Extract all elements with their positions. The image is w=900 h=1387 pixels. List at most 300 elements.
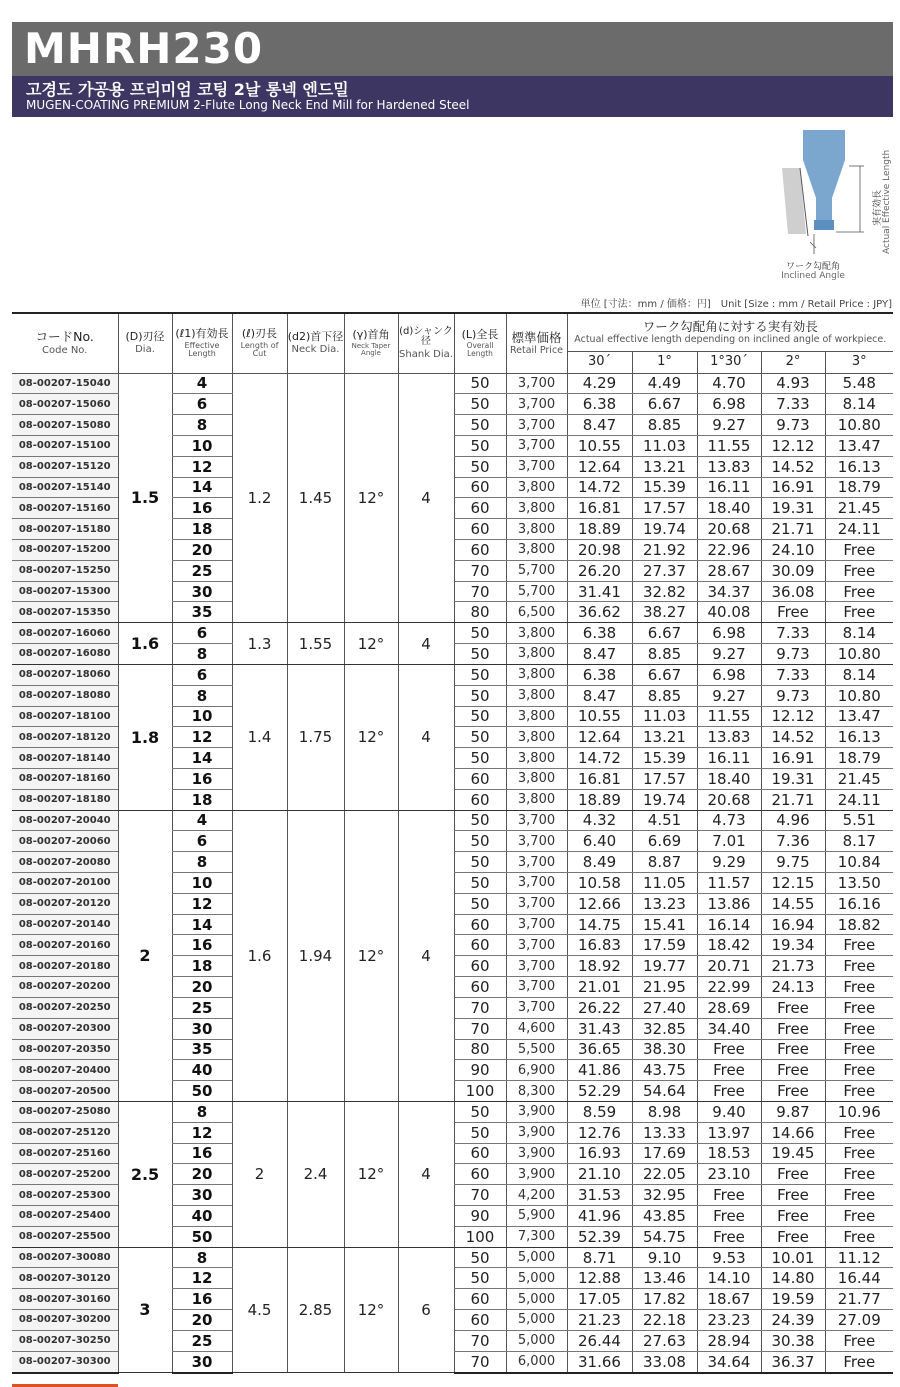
effective-length-at-angle-cell: 54.64	[632, 1081, 697, 1102]
effective-length-at-angle-cell: Free	[825, 1185, 893, 1206]
effective-length-at-angle-cell: 24.39	[761, 1310, 825, 1331]
effective-length-cell: 10	[172, 873, 232, 894]
overall-length-cell: 70	[454, 560, 506, 581]
effective-length-at-angle-cell: 9.73	[761, 644, 825, 665]
effective-length-at-angle-cell: 8.85	[632, 644, 697, 665]
effective-length-at-angle-cell: 16.94	[761, 914, 825, 935]
neck-dia-cell: 2.4	[287, 1101, 344, 1247]
effective-length-at-angle-cell: 19.59	[761, 1289, 825, 1310]
dia-cell: 3	[118, 1247, 172, 1372]
col-code: コードNo. Code No.	[12, 313, 118, 373]
effective-length-at-angle-cell: 9.73	[761, 415, 825, 436]
effective-length-at-angle-cell: 10.55	[567, 435, 632, 456]
effective-length-at-angle-cell: Free	[761, 997, 825, 1018]
effective-length-at-angle-cell: 12.12	[761, 435, 825, 456]
price-cell: 3,900	[506, 1122, 567, 1143]
overall-length-cell: 50	[454, 623, 506, 644]
effective-length-cell: 16	[172, 1143, 232, 1164]
code-cell: 08-00207-30120	[12, 1268, 118, 1289]
overall-length-cell: 60	[454, 914, 506, 935]
overall-length-cell: 50	[454, 831, 506, 852]
overall-length-cell: 80	[454, 602, 506, 623]
code-cell: 08-00207-20250	[12, 997, 118, 1018]
price-cell: 3,800	[506, 664, 567, 685]
effective-length-cell: 16	[172, 935, 232, 956]
effective-length-cell: 40	[172, 1060, 232, 1081]
effective-length-at-angle-cell: 32.95	[632, 1185, 697, 1206]
effective-length-at-angle-cell: 24.11	[825, 789, 893, 810]
overall-length-cell: 50	[454, 852, 506, 873]
code-cell: 08-00207-20060	[12, 831, 118, 852]
price-cell: 3,800	[506, 498, 567, 519]
overall-length-cell: 50	[454, 873, 506, 894]
effective-length-cell: 30	[172, 1351, 232, 1372]
code-cell: 08-00207-25160	[12, 1143, 118, 1164]
effective-length-at-angle-cell: 6.38	[567, 394, 632, 415]
effective-length-at-angle-cell: Free	[697, 1060, 761, 1081]
effective-length-at-angle-cell: 6.38	[567, 623, 632, 644]
effective-length-at-angle-cell: Free	[697, 1206, 761, 1227]
effective-length-at-angle-cell: Free	[825, 1226, 893, 1247]
dia-cell: 1.6	[118, 623, 172, 665]
taper-angle-cell: 12°	[344, 1247, 398, 1372]
effective-length-at-angle-cell: Free	[825, 560, 893, 581]
effective-length-cell: 18	[172, 789, 232, 810]
effective-length-at-angle-cell: 10.01	[761, 1247, 825, 1268]
overall-length-cell: 50	[454, 810, 506, 831]
col-neck-taper: (γ)首角 Neck Taper Angle	[344, 313, 398, 373]
effective-length-at-angle-cell: 22.96	[697, 540, 761, 561]
effective-length-at-angle-cell: 4.51	[632, 810, 697, 831]
overall-length-cell: 50	[454, 415, 506, 436]
overall-length-cell: 50	[454, 664, 506, 685]
overall-length-cell: 50	[454, 644, 506, 665]
effective-length-at-angle-cell: 14.55	[761, 893, 825, 914]
effective-length-at-angle-cell: 17.57	[632, 498, 697, 519]
effective-length-at-angle-cell: 4.96	[761, 810, 825, 831]
taper-angle-cell: 12°	[344, 664, 398, 810]
effective-length-at-angle-cell: 8.47	[567, 415, 632, 436]
effective-length-at-angle-cell: 12.15	[761, 873, 825, 894]
effective-length-at-angle-cell: 54.75	[632, 1226, 697, 1247]
effective-length-cell: 6	[172, 623, 232, 644]
effective-length-at-angle-cell: 18.53	[697, 1143, 761, 1164]
effective-length-at-angle-cell: 14.72	[567, 748, 632, 769]
effective-length-at-angle-cell: Free	[761, 1039, 825, 1060]
overall-length-cell: 60	[454, 768, 506, 789]
model-bar	[12, 22, 893, 76]
effective-length-at-angle-cell: Free	[825, 1351, 893, 1372]
effective-length-at-angle-cell: 20.98	[567, 540, 632, 561]
effective-length-at-angle-cell: 6.67	[632, 664, 697, 685]
effective-length-at-angle-cell: 32.85	[632, 1018, 697, 1039]
effective-length-at-angle-cell: 19.77	[632, 956, 697, 977]
effective-length-at-angle-cell: 13.97	[697, 1122, 761, 1143]
overall-length-cell: 50	[454, 373, 506, 394]
effective-length-at-angle-cell: 8.47	[567, 644, 632, 665]
effective-length-cell: 25	[172, 560, 232, 581]
effective-length-at-angle-cell: 10.58	[567, 873, 632, 894]
effective-length-at-angle-cell: 52.39	[567, 1226, 632, 1247]
effective-length-at-angle-cell: 13.21	[632, 727, 697, 748]
code-cell: 08-00207-18060	[12, 664, 118, 685]
effective-length-at-angle-cell: 27.37	[632, 560, 697, 581]
effective-length-at-angle-cell: Free	[825, 540, 893, 561]
effective-length-at-angle-cell: 27.63	[632, 1330, 697, 1351]
code-cell: 08-00207-25200	[12, 1164, 118, 1185]
effective-length-at-angle-cell: 18.89	[567, 789, 632, 810]
effective-length-at-angle-cell: 26.22	[567, 997, 632, 1018]
effective-length-at-angle-cell: 10.84	[825, 852, 893, 873]
effective-length-at-angle-cell: 17.05	[567, 1289, 632, 1310]
effective-length-at-angle-cell: 4.29	[567, 373, 632, 394]
price-cell: 3,800	[506, 685, 567, 706]
effective-length-cell: 50	[172, 1226, 232, 1247]
price-cell: 3,700	[506, 456, 567, 477]
effective-length-at-angle-cell: 16.14	[697, 914, 761, 935]
effective-length-at-angle-cell: 13.33	[632, 1122, 697, 1143]
price-cell: 3,800	[506, 540, 567, 561]
shank-dia-cell: 4	[398, 623, 454, 665]
effective-length-cell: 6	[172, 394, 232, 415]
effective-length-at-angle-cell: Free	[825, 1122, 893, 1143]
table-row	[12, 810, 893, 831]
effective-length-cell: 14	[172, 477, 232, 498]
effective-length-at-angle-cell: Free	[697, 1226, 761, 1247]
effective-length-at-angle-cell: 11.57	[697, 873, 761, 894]
effective-length-at-angle-cell: 21.71	[761, 789, 825, 810]
effective-length-at-angle-cell: 9.87	[761, 1101, 825, 1122]
effective-length-cell: 12	[172, 1268, 232, 1289]
effective-length-cell: 16	[172, 1289, 232, 1310]
price-cell: 3,700	[506, 893, 567, 914]
code-cell: 08-00207-20500	[12, 1081, 118, 1102]
inclined-angle-label-jp: ワーク勾配角	[785, 262, 840, 272]
dia-cell: 2	[118, 810, 172, 1101]
effective-length-at-angle-cell: 4.93	[761, 373, 825, 394]
overall-length-cell: 50	[454, 1101, 506, 1122]
effective-length-at-angle-cell: 26.20	[567, 560, 632, 581]
neck-dia-cell: 1.94	[287, 810, 344, 1101]
effective-length-at-angle-cell: Free	[697, 1039, 761, 1060]
effective-length-at-angle-cell: 18.82	[825, 914, 893, 935]
effective-length-at-angle-cell: 4.49	[632, 373, 697, 394]
shank-dia-cell: 4	[398, 1101, 454, 1247]
shank-dia-cell: 4	[398, 810, 454, 1101]
length-of-cut-cell: 1.2	[232, 373, 287, 623]
effective-length-at-angle-cell: 9.75	[761, 852, 825, 873]
price-cell: 4,600	[506, 1018, 567, 1039]
overall-length-cell: 50	[454, 435, 506, 456]
effective-length-at-angle-cell: 8.47	[567, 685, 632, 706]
code-cell: 08-00207-25400	[12, 1206, 118, 1227]
price-cell: 6,500	[506, 602, 567, 623]
price-cell: 6,000	[506, 1351, 567, 1372]
overall-length-cell: 60	[454, 1289, 506, 1310]
price-cell: 5,000	[506, 1330, 567, 1351]
code-cell: 08-00207-15250	[12, 560, 118, 581]
effective-length-at-angle-cell: 21.23	[567, 1310, 632, 1331]
code-cell: 08-00207-18160	[12, 768, 118, 789]
effective-length-at-angle-cell: Free	[825, 997, 893, 1018]
effective-length-cell: 30	[172, 581, 232, 602]
price-cell: 3,700	[506, 956, 567, 977]
effective-length-cell: 35	[172, 602, 232, 623]
effective-length-cell: 6	[172, 664, 232, 685]
effective-length-at-angle-cell: 11.12	[825, 1247, 893, 1268]
effective-length-at-angle-cell: 36.65	[567, 1039, 632, 1060]
effective-length-at-angle-cell: 22.18	[632, 1310, 697, 1331]
effective-length-at-angle-cell: Free	[761, 1206, 825, 1227]
dia-cell: 1.8	[118, 664, 172, 810]
effective-length-cell: 12	[172, 727, 232, 748]
effective-length-at-angle-cell: 12.64	[567, 456, 632, 477]
effective-length-at-angle-cell: 14.52	[761, 727, 825, 748]
effective-length-at-angle-cell: 16.83	[567, 935, 632, 956]
effective-length-at-angle-cell: 32.82	[632, 581, 697, 602]
effective-length-at-angle-cell: Free	[761, 1018, 825, 1039]
effective-length-at-angle-cell: 8.14	[825, 623, 893, 644]
effective-length-at-angle-cell: 11.55	[697, 435, 761, 456]
effective-length-at-angle-cell: 8.98	[632, 1101, 697, 1122]
overall-length-cell: 70	[454, 1018, 506, 1039]
price-cell: 3,800	[506, 727, 567, 748]
effective-length-cell: 6	[172, 831, 232, 852]
effective-length-at-angle-cell: 9.10	[632, 1247, 697, 1268]
col-angle-30min: 30´	[567, 351, 632, 373]
effective-length-cell: 16	[172, 498, 232, 519]
neck-dia-cell: 2.85	[287, 1247, 344, 1372]
effective-length-cell: 18	[172, 519, 232, 540]
effective-length-at-angle-cell: 17.69	[632, 1143, 697, 1164]
effective-length-at-angle-cell: 34.64	[697, 1351, 761, 1372]
price-cell: 7,300	[506, 1226, 567, 1247]
code-cell: 08-00207-18080	[12, 685, 118, 706]
effective-length-at-angle-cell: 4.32	[567, 810, 632, 831]
taper-angle-cell: 12°	[344, 623, 398, 665]
price-cell: 3,700	[506, 997, 567, 1018]
code-cell: 08-00207-25300	[12, 1185, 118, 1206]
code-cell: 08-00207-18180	[12, 789, 118, 810]
overall-length-cell: 60	[454, 789, 506, 810]
effective-length-at-angle-cell: Free	[825, 1060, 893, 1081]
price-cell: 3,900	[506, 1164, 567, 1185]
price-cell: 5,700	[506, 560, 567, 581]
effective-length-at-angle-cell: 14.72	[567, 477, 632, 498]
price-cell: 3,700	[506, 873, 567, 894]
effective-length-at-angle-cell: 6.67	[632, 394, 697, 415]
overall-length-cell: 60	[454, 519, 506, 540]
overall-length-cell: 50	[454, 748, 506, 769]
effective-length-cell: 40	[172, 1206, 232, 1227]
effective-length-at-angle-cell: 6.98	[697, 394, 761, 415]
effective-length-at-angle-cell: 6.98	[697, 664, 761, 685]
overall-length-cell: 50	[454, 456, 506, 477]
effective-length-at-angle-cell: 10.80	[825, 415, 893, 436]
overall-length-cell: 100	[454, 1081, 506, 1102]
effective-length-at-angle-cell: Free	[825, 1143, 893, 1164]
overall-length-cell: 60	[454, 540, 506, 561]
effective-length-at-angle-cell: 9.40	[697, 1101, 761, 1122]
code-cell: 08-00207-20200	[12, 977, 118, 998]
price-cell: 3,700	[506, 831, 567, 852]
price-cell: 3,700	[506, 394, 567, 415]
effective-length-at-angle-cell: 5.48	[825, 373, 893, 394]
overall-length-cell: 80	[454, 1039, 506, 1060]
effective-length-at-angle-cell: 18.89	[567, 519, 632, 540]
price-cell: 3,700	[506, 373, 567, 394]
overall-length-cell: 50	[454, 706, 506, 727]
unit-note: 単位 [寸法：mm / 価格：円] Unit [Size : mm / Retail Price : JPY]	[580, 299, 892, 310]
effective-length-at-angle-cell: 28.69	[697, 997, 761, 1018]
effective-length-at-angle-cell: Free	[825, 1164, 893, 1185]
effective-length-at-angle-cell: 26.44	[567, 1330, 632, 1351]
price-cell: 5,500	[506, 1039, 567, 1060]
price-cell: 3,700	[506, 977, 567, 998]
effective-length-at-angle-cell: 8.14	[825, 664, 893, 685]
effective-length-at-angle-cell: 16.44	[825, 1268, 893, 1289]
effective-length-at-angle-cell: 20.71	[697, 956, 761, 977]
code-cell: 08-00207-20350	[12, 1039, 118, 1060]
price-cell: 3,800	[506, 748, 567, 769]
dia-cell: 1.5	[118, 373, 172, 623]
length-of-cut-cell: 1.4	[232, 664, 287, 810]
table-row	[12, 664, 893, 685]
effective-length-at-angle-cell: 36.08	[761, 581, 825, 602]
effective-length-at-angle-cell: 9.27	[697, 644, 761, 665]
effective-length-at-angle-cell: 7.33	[761, 394, 825, 415]
effective-length-label-en: Actual Effective Length	[882, 149, 892, 254]
overall-length-cell: 90	[454, 1060, 506, 1081]
neck-dia-cell: 1.45	[287, 373, 344, 623]
effective-length-at-angle-cell: 40.08	[697, 602, 761, 623]
effective-length-at-angle-cell: 30.38	[761, 1330, 825, 1351]
effective-length-cell: 12	[172, 893, 232, 914]
overall-length-cell: 60	[454, 956, 506, 977]
effective-length-at-angle-cell: 9.73	[761, 685, 825, 706]
effective-length-cell: 30	[172, 1018, 232, 1039]
effective-length-at-angle-cell: 4.70	[697, 373, 761, 394]
effective-length-cell: 20	[172, 977, 232, 998]
effective-length-at-angle-cell: Free	[697, 1185, 761, 1206]
effective-length-at-angle-cell: 21.95	[632, 977, 697, 998]
code-cell: 08-00207-15060	[12, 394, 118, 415]
code-cell: 08-00207-25080	[12, 1101, 118, 1122]
effective-length-at-angle-cell: 8.71	[567, 1247, 632, 1268]
table-row	[12, 373, 893, 394]
effective-length-cell: 30	[172, 1185, 232, 1206]
effective-length-at-angle-cell: 14.10	[697, 1268, 761, 1289]
effective-length-at-angle-cell: 8.85	[632, 685, 697, 706]
overall-length-cell: 50	[454, 1247, 506, 1268]
effective-length-at-angle-cell: 21.10	[567, 1164, 632, 1185]
effective-length-at-angle-cell: 11.03	[632, 435, 697, 456]
effective-length-at-angle-cell: 14.80	[761, 1268, 825, 1289]
effective-length-at-angle-cell: 6.69	[632, 831, 697, 852]
code-cell: 08-00207-15160	[12, 498, 118, 519]
col-shank-dia: (d)シャンク径 Shank Dia.	[398, 313, 454, 373]
col-angle-1deg: 1°	[632, 351, 697, 373]
effective-length-at-angle-cell: 12.12	[761, 706, 825, 727]
effective-length-cell: 12	[172, 456, 232, 477]
effective-length-at-angle-cell: 7.01	[697, 831, 761, 852]
taper-angle-cell: 12°	[344, 1101, 398, 1247]
effective-length-cell: 25	[172, 1330, 232, 1351]
dia-cell: 2.5	[118, 1101, 172, 1247]
table-row	[12, 1101, 893, 1122]
english-title: MUGEN-COATING PREMIUM 2-Flute Long Neck End Mill for Hardened Steel	[26, 98, 470, 112]
overall-length-cell: 50	[454, 1268, 506, 1289]
effective-length-at-angle-cell: 8.49	[567, 852, 632, 873]
code-cell: 08-00207-18140	[12, 748, 118, 769]
effective-length-at-angle-cell: 14.75	[567, 914, 632, 935]
effective-length-cell: 10	[172, 706, 232, 727]
title-header	[12, 22, 893, 117]
effective-length-at-angle-cell: 16.93	[567, 1143, 632, 1164]
effective-length-at-angle-cell: 33.08	[632, 1351, 697, 1372]
code-cell: 08-00207-16060	[12, 623, 118, 644]
effective-length-at-angle-cell: 30.09	[761, 560, 825, 581]
price-cell: 5,000	[506, 1247, 567, 1268]
korean-title: 고경도 가공용 프리미엄 코팅 2날 롱넥 엔드밀	[26, 80, 349, 99]
effective-length-at-angle-cell: 16.16	[825, 893, 893, 914]
effective-length-at-angle-cell: 7.33	[761, 664, 825, 685]
price-cell: 6,900	[506, 1060, 567, 1081]
effective-length-cell: 20	[172, 540, 232, 561]
effective-length-at-angle-cell: 27.40	[632, 997, 697, 1018]
effective-length-cell: 50	[172, 1081, 232, 1102]
effective-length-at-angle-cell: 6.67	[632, 623, 697, 644]
effective-length-cell: 4	[172, 373, 232, 394]
effective-length-at-angle-cell: 18.42	[697, 935, 761, 956]
col-angle-3deg: 3°	[825, 351, 893, 373]
effective-length-at-angle-cell: Free	[825, 977, 893, 998]
inclined-angle-diagram	[770, 126, 895, 286]
price-cell: 3,800	[506, 706, 567, 727]
effective-length-cell: 14	[172, 748, 232, 769]
effective-length-cell: 20	[172, 1310, 232, 1331]
effective-length-at-angle-cell: 5.51	[825, 810, 893, 831]
code-cell: 08-00207-15040	[12, 373, 118, 394]
code-cell: 08-00207-20040	[12, 810, 118, 831]
effective-length-at-angle-cell: 8.14	[825, 394, 893, 415]
effective-length-at-angle-cell: 21.92	[632, 540, 697, 561]
table-row	[12, 623, 893, 644]
effective-length-at-angle-cell: 28.94	[697, 1330, 761, 1351]
overall-length-cell: 60	[454, 477, 506, 498]
overall-length-cell: 50	[454, 394, 506, 415]
effective-length-at-angle-cell: 15.39	[632, 477, 697, 498]
effective-length-at-angle-cell: Free	[761, 1164, 825, 1185]
effective-length-cell: 35	[172, 1039, 232, 1060]
effective-length-at-angle-cell: 18.92	[567, 956, 632, 977]
col-length-of-cut: (ℓ)刃長 Length of Cut	[232, 313, 287, 373]
effective-length-at-angle-cell: 17.82	[632, 1289, 697, 1310]
effective-length-at-angle-cell: 38.27	[632, 602, 697, 623]
effective-length-at-angle-cell: 36.37	[761, 1351, 825, 1372]
effective-length-cell: 25	[172, 997, 232, 1018]
effective-length-at-angle-cell: 8.59	[567, 1101, 632, 1122]
inclined-angle-label-en: Inclined Angle	[781, 271, 845, 281]
overall-length-cell: 50	[454, 727, 506, 748]
effective-length-at-angle-cell: 18.40	[697, 498, 761, 519]
col-dia: (D)刃径 Dia.	[118, 313, 172, 373]
effective-length-at-angle-cell: 38.30	[632, 1039, 697, 1060]
code-cell: 08-00207-15100	[12, 435, 118, 456]
effective-length-at-angle-cell: 8.87	[632, 852, 697, 873]
price-cell: 3,800	[506, 519, 567, 540]
code-cell: 08-00207-18120	[12, 727, 118, 748]
